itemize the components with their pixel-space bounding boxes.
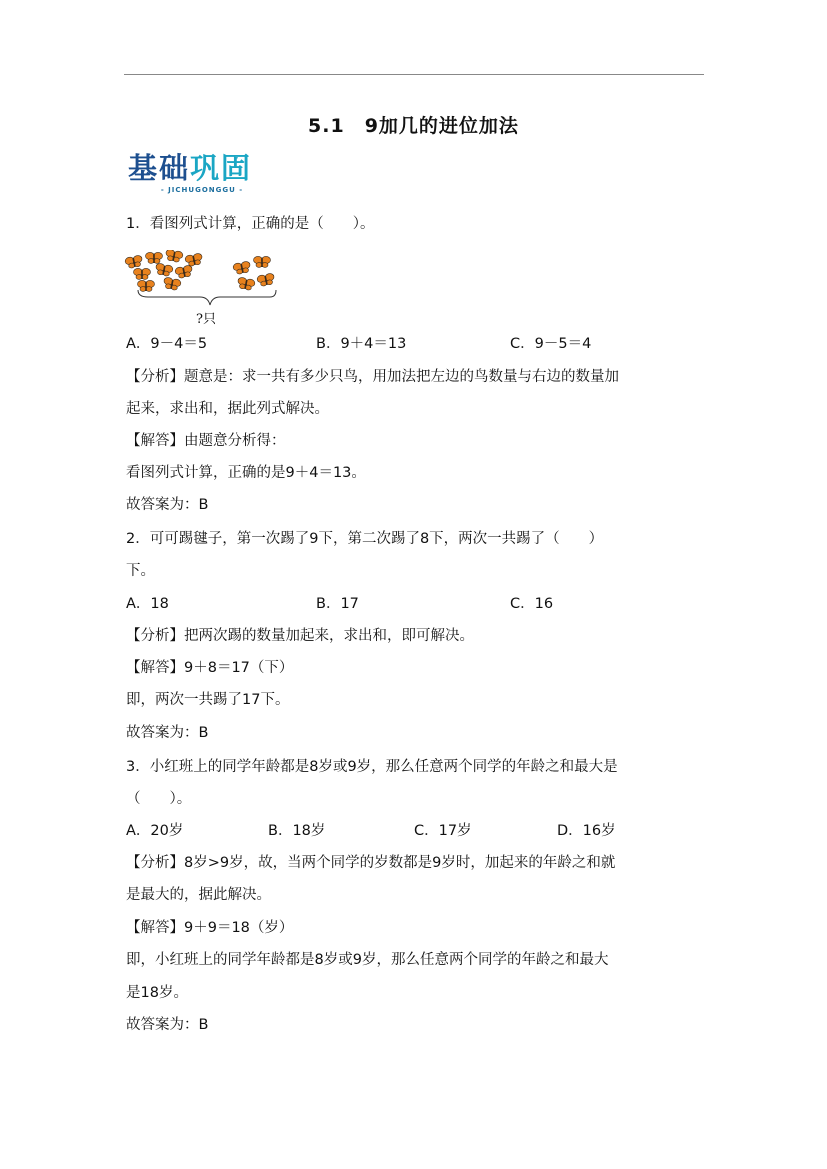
q2-option-c: C．16 <box>510 596 554 612</box>
q1-answer-line-1: 【解答】由题意分析得： <box>126 433 286 449</box>
q1-option-a: A．9－4＝5 <box>126 336 208 352</box>
q1-answer-line-2: 看图列式计算，正确的是9＋4＝13。 <box>126 465 366 481</box>
q3-answer-line-1: 【解答】9＋9＝18（岁） <box>126 920 294 936</box>
q2-final-answer: 故答案为：B <box>126 725 209 741</box>
q3-option-c: C．17岁 <box>414 823 472 839</box>
q1-analysis-line-1: 【分析】题意是：求一共有多少只鸟，用加法把左边的鸟数量与右边的数量加 <box>126 369 619 385</box>
q3-option-d: D．16岁 <box>557 823 616 839</box>
q1-option-b: B．9＋4＝13 <box>316 336 407 352</box>
butterfly-icon <box>233 261 252 275</box>
brace-icon <box>138 290 276 305</box>
q3-answer-line-2: 即，小红班上的同学年龄都是8岁或9岁，那么任意两个同学的年龄之和最大 <box>126 952 609 968</box>
q1-option-c: C．9－5＝4 <box>510 336 592 352</box>
butterfly-icon <box>257 273 276 287</box>
q3-final-answer: 故答案为：B <box>126 1017 209 1033</box>
q2-option-b: B．17 <box>316 596 359 612</box>
q2-stem-line-2: 下。 <box>126 563 155 579</box>
butterfly-icon <box>125 255 144 269</box>
banner-title-dark: 基础 <box>128 151 191 185</box>
q3-stem-line-1: 3．小红班上的同学年龄都是8岁或9岁，那么任意两个同学的年龄之和最大是 <box>126 759 618 775</box>
butterfly-icon <box>185 253 204 267</box>
butterfly-icon <box>146 252 163 263</box>
banner-subtitle: - JICHUGONGGU - <box>160 186 244 194</box>
q3-option-b: B．18岁 <box>268 823 326 839</box>
page-title: 5.1 9加几的进位加法 <box>308 115 519 137</box>
q3-option-a: A．20岁 <box>126 823 184 839</box>
q2-answer-line-2: 即，两次一共踢了17下。 <box>126 692 290 708</box>
header-rule <box>124 74 704 75</box>
section-banner <box>128 150 278 196</box>
butterfly-icon <box>165 250 184 263</box>
butterfly-icon <box>175 265 194 279</box>
butterfly-icon <box>163 277 182 291</box>
butterfly-icon <box>138 280 155 291</box>
q1-final-answer: 故答案为：B <box>126 497 209 513</box>
q3-analysis-line-1: 【分析】8岁>9岁，故，当两个同学的岁数都是9岁时，加起来的年龄之和就 <box>126 855 616 871</box>
q2-analysis: 【分析】把两次踢的数量加起来，求出和，即可解决。 <box>126 628 474 644</box>
butterfly-icon <box>237 277 256 291</box>
q2-option-a: A．18 <box>126 596 169 612</box>
banner-title <box>128 150 278 186</box>
butterfly-icon <box>134 268 151 279</box>
banner-title-light: 巩固 <box>190 151 253 185</box>
q3-stem-line-2: （ ）。 <box>126 791 192 807</box>
q2-answer-line-1: 【解答】9＋8＝17（下） <box>126 660 294 676</box>
butterfly-icon <box>155 263 174 277</box>
q3-analysis-line-2: 是最大的，据此解决。 <box>126 887 271 903</box>
butterfly-icon <box>254 256 271 267</box>
q3-answer-line-3: 是18岁。 <box>126 985 188 1001</box>
figure-question-label: ?只 <box>196 312 216 327</box>
q1-analysis-line-2: 起来，求出和，据此列式解决。 <box>126 401 329 417</box>
q1-stem: 1．看图列式计算，正确的是（ ）。 <box>126 216 375 232</box>
q2-stem-line-1: 2．可可踢毽子，第一次踢了9下，第二次踢了8下，两次一共踢了（ ） <box>126 531 604 547</box>
